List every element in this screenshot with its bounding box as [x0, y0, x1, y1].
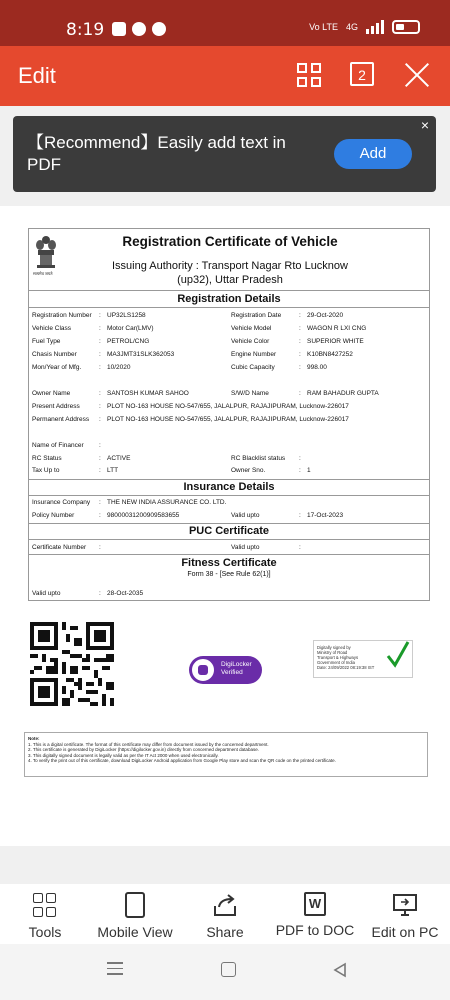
owner-sno-value: 1 [307, 467, 311, 474]
field-colon: : [99, 499, 101, 506]
field-label: Registration Number [32, 312, 92, 319]
field-label: Valid upto [32, 590, 61, 597]
swd-name-value: RAM BAHADUR GUPTA [307, 390, 379, 397]
signature-valid-check-icon [386, 639, 410, 669]
mobile-view-icon [125, 892, 145, 918]
field-colon: : [99, 390, 101, 397]
field-colon: : [299, 467, 301, 474]
registration-certificate [28, 228, 430, 601]
field-value: MA3JMT31SLK362053 [107, 351, 175, 358]
field-label: Chasis Number [32, 351, 77, 358]
divider [29, 539, 429, 540]
app-notification-icon [152, 22, 166, 36]
field-value: K10BN8427252 [307, 351, 353, 358]
chat-notification-icon [132, 22, 146, 36]
field-label: Mon/Year of Mfg. [32, 364, 82, 371]
field-label: Registration Date [231, 312, 282, 319]
field-colon: : [299, 312, 301, 319]
field-label: Certificate Number [32, 544, 87, 551]
tool-label: Tools [28, 924, 62, 940]
recents-menu-icon[interactable] [107, 962, 123, 979]
banner-close-icon[interactable]: × [420, 117, 430, 133]
field-label: Policy Number [32, 512, 75, 519]
registration-details-heading: Registration Details [177, 293, 281, 305]
field-colon: : [99, 416, 101, 423]
note-line: 1. This is a digital certificate. The format of this certificate may differ from document issued by the concerned department. [28, 741, 269, 747]
field-label: Present Address [32, 403, 80, 410]
pdf-to-doc-button[interactable] [270, 884, 360, 944]
field-colon: : [99, 590, 101, 597]
insurance-details-heading: Insurance Details [183, 481, 275, 493]
field-value: PETROL/CNG [107, 338, 150, 345]
fitness-subheading: Form 38 - [See Rule 62(1)] [187, 571, 271, 578]
field-label: Tax Up to [32, 467, 60, 474]
divider [29, 495, 429, 496]
field-value: 29-Oct-2020 [307, 312, 344, 319]
bottom-toolbar [0, 884, 450, 944]
certificate-title: Registration Certificate of Vehicle [122, 234, 338, 249]
tool-label: Share [206, 924, 244, 940]
battery-icon [392, 20, 420, 34]
signature-line: Ministry of Road [317, 650, 348, 655]
field-colon: : [99, 544, 101, 551]
tool-label: PDF to DOC [275, 922, 355, 938]
digilocker-name: DigiLocker [221, 661, 252, 668]
policy-number-value: 98000031200909583655 [107, 512, 180, 519]
field-value: SUPERIOR WHITE [307, 338, 364, 345]
field-label: Permanent Address [32, 416, 90, 423]
field-value: UP32LS1258 [107, 312, 146, 319]
field-label: Insurance Company [32, 499, 91, 506]
qr-code-image [30, 622, 114, 706]
field-colon: : [299, 325, 301, 332]
field-colon: : [299, 455, 301, 462]
field-colon: : [99, 364, 101, 371]
share-button[interactable] [180, 884, 270, 944]
field-label: Owner Sno. [231, 467, 266, 474]
app-bar [0, 46, 450, 106]
field-label: Owner Name [32, 390, 71, 397]
fitness-heading: Fitness Certificate [181, 557, 277, 569]
digilocker-logo-icon [190, 657, 216, 683]
field-label: Vehicle Color [231, 338, 270, 345]
issuer-line-1: Issuing Authority : Transport Nagar Rto Lucknow [111, 260, 348, 272]
tools-button[interactable] [0, 884, 90, 944]
page-title: Edit [18, 63, 56, 88]
field-label: Fuel Type [32, 338, 61, 345]
fitness-valid-value: 28-Oct-2035 [107, 590, 144, 597]
notification-icons [112, 22, 166, 36]
note-title: Note: [28, 736, 40, 741]
divider [29, 307, 429, 308]
issuer-line-2: (up32), Uttar Pradesh [177, 274, 283, 286]
share-icon [212, 892, 238, 918]
field-colon: : [99, 351, 101, 358]
word-doc-icon: W [304, 892, 326, 916]
field-colon: : [299, 390, 301, 397]
field-colon: : [99, 403, 101, 410]
network-label: 4G [345, 22, 358, 32]
owner-name-value: SANTOSH KUMAR SAHOO [107, 390, 189, 397]
field-colon: : [299, 544, 301, 551]
field-label: Cubic Capacity [231, 364, 275, 371]
field-label: Engine Number [231, 351, 277, 358]
field-label: S/W/D Name [231, 390, 269, 397]
monitor-icon [392, 892, 418, 918]
field-colon: : [99, 512, 101, 519]
thumbnail-grid-icon[interactable] [296, 62, 322, 88]
field-colon: : [99, 442, 101, 449]
field-label: Valid upto [231, 512, 260, 519]
volte-label: Vo LTE [309, 22, 338, 32]
divider [29, 523, 429, 524]
tools-grid-icon [32, 892, 58, 918]
field-colon: : [299, 512, 301, 519]
field-label: Name of Financer [32, 442, 84, 449]
tool-label: Edit on PC [371, 924, 439, 940]
signature-line: Date: 24/09/2022 08:19:38 IST [317, 665, 375, 670]
note-line: 4. To verify the print out of this certificate, download DigiLocker Android application from Google Play store and scan the QR code on the printed certificate. [28, 758, 336, 764]
certificate-notes [24, 732, 428, 777]
field-value: 998.00 [307, 364, 327, 371]
note-line: 3. This digitally signed document is legally valid as per the IT Act 2000 when used electronically. [28, 752, 219, 758]
banner-text: 【Recommend】Easily add text in PDF [27, 133, 286, 174]
puc-heading: PUC Certificate [188, 525, 270, 537]
field-colon: : [99, 338, 101, 345]
field-value: WAGON R LXI CNG [307, 325, 367, 332]
field-label: Valid upto [231, 544, 260, 551]
insurance-valid-value: 17-Oct-2023 [307, 512, 344, 519]
status-bar [0, 0, 450, 46]
rc-status-value: ACTIVE [107, 455, 131, 462]
back-icon[interactable] [332, 962, 348, 978]
divider [29, 479, 429, 480]
home-icon[interactable] [221, 962, 236, 977]
signature-line: Government of India [317, 660, 355, 665]
note-line: 2. This certificate is generated by DigiLocker (https://digilocker.gov.in) directly from concerned department database. [28, 747, 259, 753]
emblem-caption: सत्यमेव जयते [33, 271, 53, 276]
signature-line: Transport & Highways [317, 655, 359, 660]
present-address-value: PLOT NO-163 HOUSE NO-547/655, JALALPUR, RAJAJIPURAM, Lucknow-226017 [107, 403, 349, 410]
divider [29, 290, 429, 291]
tax-value: LTT [107, 467, 119, 474]
qr-code [30, 622, 114, 706]
recommend-banner [13, 116, 436, 192]
divider [29, 554, 429, 555]
add-button[interactable]: Add [334, 139, 412, 169]
system-navigation-bar [0, 944, 450, 1000]
signature-line: Digitally signed by [317, 645, 351, 650]
digilocker-verified-badge [189, 656, 262, 684]
digilocker-verified: Verified [221, 669, 243, 676]
field-colon: : [99, 455, 101, 462]
field-value: 10/2020 [107, 364, 131, 371]
field-label: RC Status [32, 455, 62, 462]
edit-on-pc-button[interactable] [360, 884, 450, 944]
field-colon: : [299, 338, 301, 345]
field-label: RC Blacklist status [231, 455, 286, 462]
insurance-company-value: THE NEW INDIA ASSURANCE CO. LTD. [107, 499, 227, 506]
status-time: 8:19 [66, 20, 105, 40]
field-colon: : [299, 351, 301, 358]
field-colon: : [99, 312, 101, 319]
tool-label: Mobile View [97, 924, 173, 940]
page-count-button[interactable]: 2 [350, 62, 374, 86]
message-notification-icon [112, 22, 126, 36]
digilocker-text [221, 661, 252, 677]
mobile-view-button[interactable] [90, 884, 180, 944]
signal-icon [366, 20, 384, 34]
field-colon: : [99, 325, 101, 332]
field-colon: : [299, 364, 301, 371]
close-icon[interactable] [404, 62, 430, 88]
issuing-authority [89, 259, 371, 287]
field-label: Vehicle Class [32, 325, 72, 332]
system-icons [309, 20, 420, 34]
field-value: Motor Car(LMV) [107, 325, 154, 332]
permanent-address-value: PLOT NO-163 HOUSE NO-547/655, JALALPUR, RAJAJIPURAM, Lucknow-226017 [107, 416, 349, 423]
field-colon: : [99, 467, 101, 474]
field-label: Vehicle Model [231, 325, 272, 332]
